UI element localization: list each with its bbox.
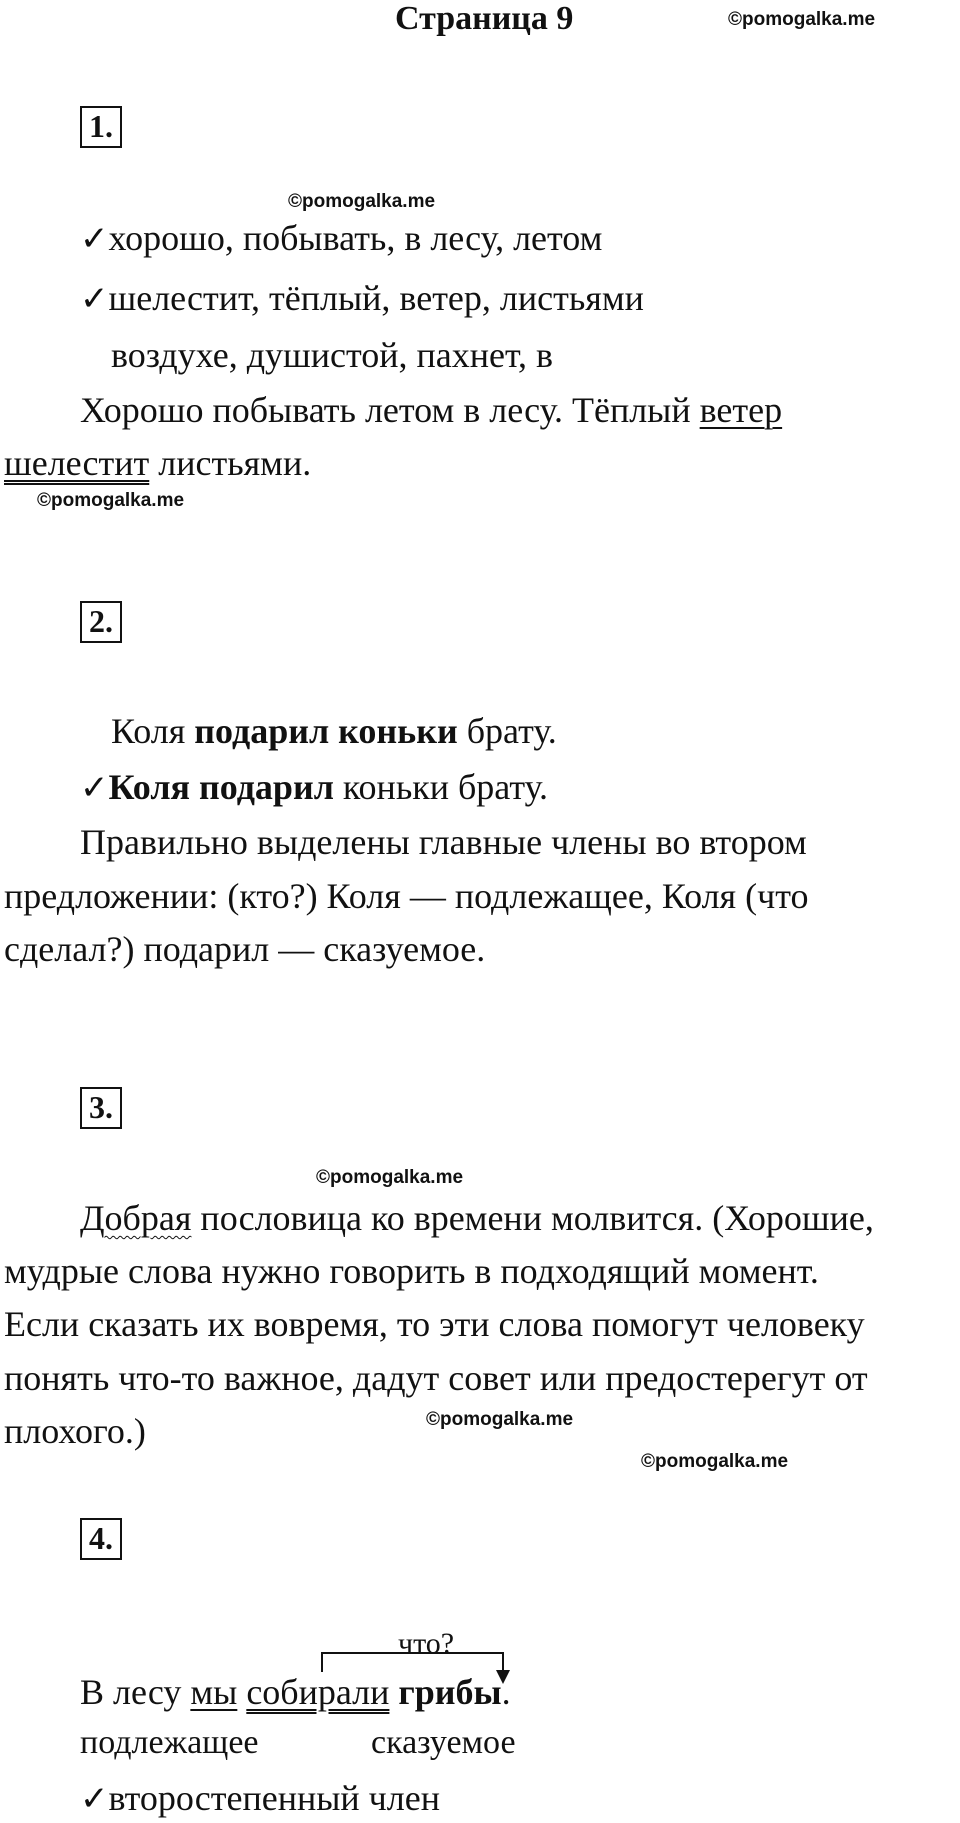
task-number: 4.: [80, 1518, 122, 1560]
word-list-2: [80, 278, 644, 319]
answer-text: второстепенный член: [108, 1778, 440, 1818]
subject-word: ветер: [699, 390, 783, 430]
check-icon: ✓: [80, 1779, 109, 1819]
task-number: 2.: [80, 601, 122, 643]
subject-label: подлежащее: [80, 1724, 259, 1761]
proverb-line: плохого.): [4, 1411, 146, 1451]
page-title: Страница 9: [395, 0, 574, 37]
predicate-label: сказуемое: [371, 1724, 516, 1761]
sentence-text: .: [501, 1672, 511, 1712]
check-icon: ✓: [80, 279, 109, 319]
explanation-line: Правильно выделены главные члены во втором: [80, 822, 807, 862]
watermark: ©pomogalka.me: [426, 1409, 574, 1430]
sentence-line: [80, 392, 782, 428]
bold-words: Коля подарил: [108, 767, 334, 807]
question-label: что?: [398, 1627, 455, 1660]
task-number: 3.: [80, 1087, 122, 1129]
sentence-text: В лесу: [80, 1672, 191, 1712]
predicate-word: собирали: [246, 1672, 390, 1712]
answer-line: [80, 1778, 440, 1819]
bold-words: подарил коньки: [194, 711, 458, 751]
sentence-text: брату.: [457, 711, 557, 751]
word-list-1: [80, 218, 603, 259]
sentence-line: [111, 713, 557, 749]
word-list-3: воздухе, душистой, пахнет, в: [111, 335, 554, 375]
object-word: грибы: [398, 1672, 502, 1712]
arrow-line: [322, 1653, 503, 1674]
proverb-line: Если сказать их вовремя, то эти слова помогут человеку: [4, 1304, 865, 1344]
word-list-text: шелестит, тёплый, ветер, листьями: [108, 278, 644, 318]
sentence-line: [80, 767, 549, 808]
watermark: ©pomogalka.me: [316, 1167, 464, 1188]
proverb-line: [80, 1200, 874, 1236]
explanation-line: сделал?) подарил — сказуемое.: [4, 929, 486, 969]
proverb-line: мудрые слова нужно говорить в подходящий момент.: [4, 1251, 819, 1291]
predicate-word: шелестит: [4, 443, 150, 483]
watermark: ©pomogalka.me: [641, 1451, 789, 1472]
sentence-line: [80, 1674, 511, 1710]
check-icon: ✓: [80, 768, 109, 808]
subject-word: мы: [190, 1672, 238, 1712]
sentence-text: листьями.: [149, 443, 312, 483]
watermark: ©pomogalka.me: [37, 490, 185, 511]
proverb-line: понять что-то важное, дадут совет или предостерегут от: [4, 1358, 868, 1398]
watermark: ©pomogalka.me: [288, 191, 436, 212]
sentence-text: коньки брату.: [333, 767, 549, 807]
task-number: 1.: [80, 106, 122, 148]
word-list-text: хорошо, побывать, в лесу, летом: [108, 218, 603, 258]
adjective-word: Добрая: [80, 1198, 192, 1238]
watermark: ©pomogalka.me: [728, 9, 876, 30]
proverb-text: пословица ко времени молвится. (Хорошие,: [191, 1198, 874, 1238]
check-icon: ✓: [80, 219, 109, 259]
sentence-text: Хорошо побывать летом в лесу. Тёплый: [80, 390, 700, 430]
explanation-line: предложении: (кто?) Коля — подлежащее, Коля (что: [4, 876, 809, 916]
sentence-line: [4, 445, 311, 481]
sentence-text: Коля: [111, 711, 195, 751]
